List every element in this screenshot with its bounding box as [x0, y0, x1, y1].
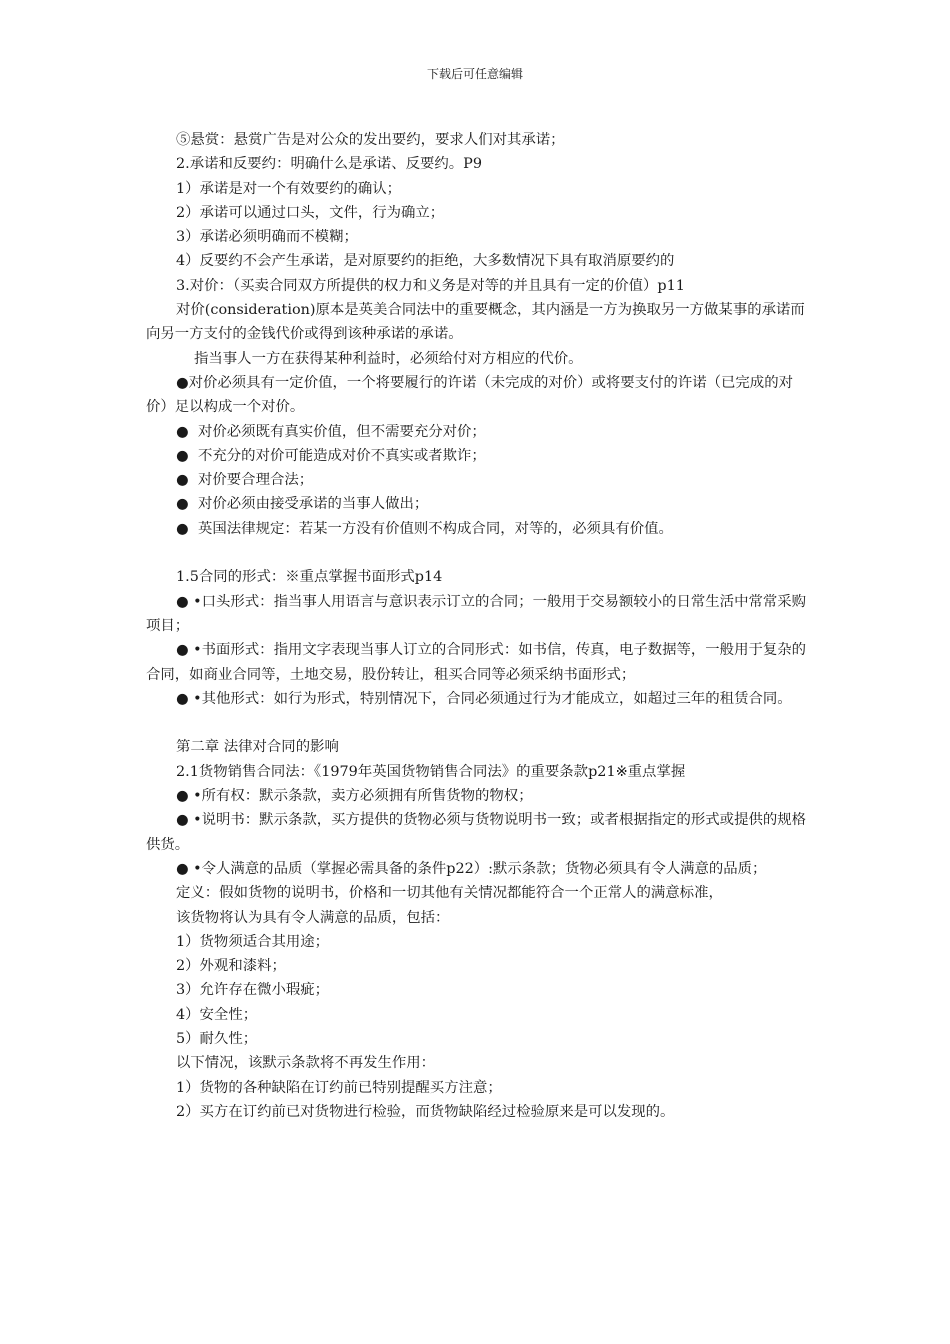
text-line: 1）货物的各种缺陷在订约前已特别提醒买方注意； — [176, 1079, 502, 1096]
text-line: 4）安全性； — [176, 1006, 258, 1023]
bullet-dot: ● — [176, 472, 189, 489]
text-line: 3.对价：（买卖合同双方所提供的权力和义务是对等的并且具有一定的价值）p11 — [176, 277, 685, 294]
paragraph: ● •说明书：默示条款，买方提供的货物必须与货物说明书一致；或者根据指定的形式或提供的规格供货。 — [146, 812, 807, 853]
text-line: 4）反要约不会产生承诺，是对原要约的拒绝，大多数情况下具有取消原要约的 — [176, 253, 675, 270]
page-header: 下载后可任意编辑 — [426, 67, 523, 81]
bullet-dot: ● — [176, 520, 189, 537]
text-line: 2）承诺可以通过口头，文件，行为确立； — [176, 204, 445, 221]
text-line: 5）耐久性； — [176, 1030, 258, 1047]
text-line: 3）承诺必须明确而不模糊； — [176, 229, 358, 246]
chapter-heading: 第二章 法律对合同的影响 — [176, 739, 339, 756]
bullet-dot: ● — [176, 496, 189, 513]
text-line: 1）承诺是对一个有效要约的确认； — [176, 180, 402, 197]
bullet-item: ● 英国法律规定：若某一方没有价值则不构成合同，对等的，必须具有价值。 — [146, 517, 810, 541]
document-body — [146, 128, 810, 1124]
bullet-item: ● 对价必须既有真实价值，但不需要充分对价； — [146, 420, 810, 444]
bullet-dot: ● — [176, 423, 189, 440]
bullet-item: ● 对价要合理合法； — [146, 468, 810, 492]
text-line: ⑤悬赏：悬赏广告是对公众的发出要约，要求人们对其承诺； — [176, 132, 565, 148]
bullet-item: ● 不充分的对价可能造成对价不真实或者欺诈； — [146, 444, 810, 468]
bullet-item: ● 对价必须由接受承诺的当事人做出； — [146, 492, 810, 516]
bullet-dot: ● — [176, 374, 189, 391]
text-line: 3）允许存在微小瑕疵； — [176, 982, 330, 999]
text-line: 2）外观和漆料； — [176, 958, 286, 975]
text-line: 定义：假如货物的说明书，价格和一切其他有关情况都能符合一个正常人的满意标准， — [176, 885, 723, 902]
paragraph: ● •其他形式：如行为形式，特别情况下，合同必须通过行为才能成立，如超过三年的租赁合同。 — [176, 690, 792, 707]
text-line: 以下情况，该默示条款将不再发生作用： — [176, 1055, 436, 1072]
paragraph: ● •书面形式：指用文字表现当事人订立的合同形式：如书信，传真，电子数据等，一般用于复杂的合同，如商业合同等，土地交易，股份转让，租买合同等必须采纳书面形式； — [146, 642, 807, 683]
section-heading: 1.5合同的形式：※重点掌握书面形式p14 — [176, 569, 443, 586]
text-line: 1）货物须适合其用途； — [176, 933, 330, 950]
section-heading: 2.1货物销售合同法：《1979年英国货物销售合同法》的重要条款p21※重点掌握 — [176, 763, 686, 780]
bullet-item: ●对价必须具有一定价值，一个将要履行的许诺（未完成的对价）或将要支付的许诺（已完成的对价）足以构成一个对价。 — [146, 374, 793, 416]
text-line: 该货物将认为具有令人满意的品质，包括： — [176, 909, 450, 926]
paragraph: 对价(consideration)原本是英美合同法中的重要概念，其内涵是一方为换取另一方做某事的承诺而向另一方支付的金钱代价或得到该种承诺的承诺。 — [146, 302, 805, 343]
paragraph: ● •令人满意的品质（掌握必需具备的条件p22）:默示条款；货物必须具有令人满意的品质； — [176, 860, 767, 877]
text-line: 指当事人一方在获得某种利益时，必须给付对方相应的代价。 — [194, 350, 583, 367]
paragraph: ● •所有权：默示条款，卖方必须拥有所售货物的物权； — [176, 788, 533, 805]
text-line: 2.承诺和反要约：明确什么是承诺、反要约。P9 — [176, 156, 482, 173]
text-line: 2）买方在订约前已对货物进行检验，而货物缺陷经过检验原来是可以发现的。 — [176, 1103, 675, 1120]
paragraph: ● •口头形式：指当事人用语言与意识表示订立的合同；一般用于交易额较小的日常生活中常常采购项目； — [146, 593, 807, 634]
bullet-dot: ● — [176, 447, 189, 464]
